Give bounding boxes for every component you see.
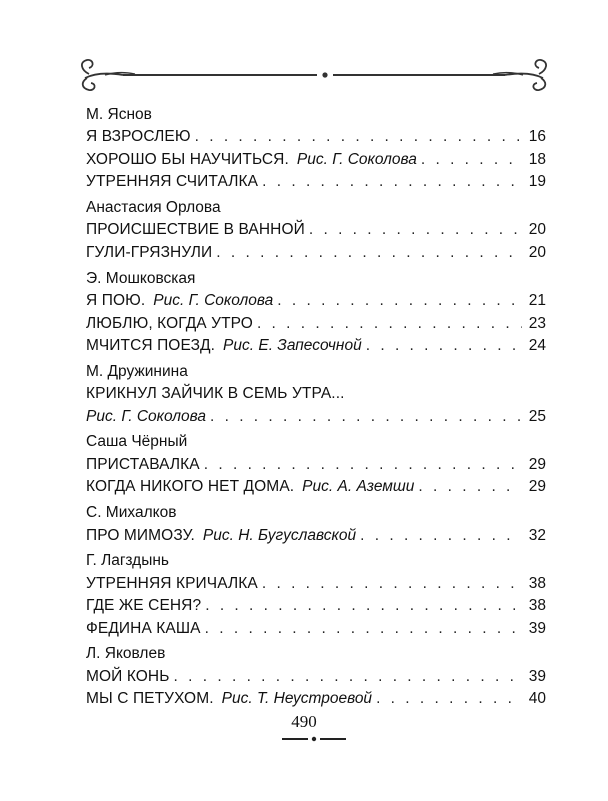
dot-leader xyxy=(262,171,522,193)
toc-entry xyxy=(86,383,546,405)
dot-leader xyxy=(195,126,522,148)
toc-entry xyxy=(86,525,546,547)
entry-page-number: 39 xyxy=(528,619,546,637)
dot-leader xyxy=(418,476,522,498)
dot-leader xyxy=(257,313,522,335)
entry-title: ПРО МИМОЗУ. xyxy=(86,526,195,544)
dot-leader xyxy=(366,335,522,357)
toc-author: Л. Яковлев xyxy=(86,645,166,663)
entry-title: УТРЕННЯЯ СЧИТАЛКА xyxy=(86,173,259,191)
entry-page-number: 20 xyxy=(528,221,546,239)
table-of-contents xyxy=(86,104,546,711)
page-number: 490 xyxy=(291,712,317,731)
toc-entry xyxy=(86,406,546,428)
entry-title: УТРЕННЯЯ КРИЧАЛКА xyxy=(86,574,258,592)
entry-page-number: 21 xyxy=(528,292,546,310)
dot-leader xyxy=(174,666,523,688)
toc-entry xyxy=(86,313,546,335)
dot-leader xyxy=(205,618,522,640)
toc-author: М. Дружинина xyxy=(86,362,188,380)
toc-entry xyxy=(86,476,546,498)
entry-page-number: 32 xyxy=(528,526,546,544)
entry-page-number: 29 xyxy=(528,478,546,496)
entry-illustrator: Рис. Г. Соколова xyxy=(296,150,417,168)
dot-leader xyxy=(205,595,522,617)
dot-leader xyxy=(262,573,522,595)
toc-author: Э. Мошковская xyxy=(86,269,196,287)
dot-leader xyxy=(204,454,522,476)
entry-page-number: 39 xyxy=(528,667,546,685)
entry-page-number: 20 xyxy=(528,243,546,261)
toc-author: Саша Чёрный xyxy=(86,433,188,451)
entry-title: ФЕДИНА КАША xyxy=(86,619,201,637)
entry-illustrator: Рис. Г. Соколова xyxy=(86,407,206,425)
toc-author: М. Яснов xyxy=(86,106,152,123)
toc-entry xyxy=(86,688,546,710)
toc-entry xyxy=(86,149,546,171)
entry-illustrator: Рис. Е. Запесочной xyxy=(223,336,362,354)
dot-leader xyxy=(210,406,522,428)
entry-page-number: 18 xyxy=(528,150,546,168)
entry-title: ЛЮБЛЮ, КОГДА УТРО xyxy=(86,314,253,332)
entry-illustrator: Рис. Т. Неустроевой xyxy=(221,690,373,708)
entry-title: ХОРОШО БЫ НАУЧИТЬСЯ. xyxy=(86,150,289,168)
entry-title: КОГДА НИКОГО НЕТ ДОМА. xyxy=(86,478,295,496)
entry-page-number: 23 xyxy=(528,314,546,332)
entry-title: ПРОИСШЕСТВИЕ В ВАННОЙ xyxy=(86,221,305,239)
toc-author: Анастасия Орлова xyxy=(86,199,221,217)
entry-page-number: 19 xyxy=(528,173,546,191)
dot-leader xyxy=(277,290,522,312)
entry-page-number: 16 xyxy=(528,128,546,146)
toc-entry xyxy=(86,573,546,595)
entry-illustrator: Рис. А. Аземши xyxy=(302,478,415,496)
toc-entry xyxy=(86,454,546,476)
entry-title: МОЙ КОНЬ xyxy=(86,667,170,685)
dot-leader xyxy=(376,688,522,710)
entry-title: Я ВЗРОСЛЕЮ xyxy=(86,128,191,146)
entry-page-number: 29 xyxy=(528,455,546,473)
entry-page-number: 38 xyxy=(528,597,546,615)
dot-leader xyxy=(309,219,522,241)
entry-page-number: 24 xyxy=(528,336,546,354)
toc-entry xyxy=(86,219,546,241)
toc-author: С. Михалков xyxy=(86,504,177,522)
entry-page-number: 40 xyxy=(528,690,546,708)
entry-title: Я ПОЮ. xyxy=(86,292,146,310)
toc-entry xyxy=(86,666,546,688)
entry-title: КРИКНУЛ ЗАЙЧИК В СЕМЬ УТРА... xyxy=(86,385,345,403)
entry-title: ГДЕ ЖЕ СЕНЯ? xyxy=(86,597,202,615)
entry-title: ГУЛИ-ГРЯЗНУЛИ xyxy=(86,243,213,261)
entry-title: ПРИСТАВАЛКА xyxy=(86,455,200,473)
entry-page-number: 25 xyxy=(528,407,546,425)
dot-leader xyxy=(360,525,522,547)
entry-title: МЫ С ПЕТУХОМ. xyxy=(86,690,214,708)
toc-entry xyxy=(86,595,546,617)
toc-author: Г. Лагздынь xyxy=(86,552,169,570)
toc-entry xyxy=(86,618,546,640)
toc-entry xyxy=(86,171,546,193)
dot-leader xyxy=(216,242,522,264)
entry-illustrator: Рис. Н. Бугуславской xyxy=(202,526,357,544)
entry-page-number: 38 xyxy=(528,574,546,592)
dot-leader xyxy=(421,149,522,171)
toc-entry xyxy=(86,335,546,357)
toc-entry xyxy=(86,126,546,148)
toc-entry xyxy=(86,242,546,264)
entry-illustrator: Рис. Г. Соколова xyxy=(153,292,274,310)
entry-title: МЧИТСЯ ПОЕЗД. xyxy=(86,336,216,354)
toc-entry xyxy=(86,290,546,312)
footer-ornament xyxy=(280,735,348,743)
header-ornament xyxy=(75,56,553,96)
